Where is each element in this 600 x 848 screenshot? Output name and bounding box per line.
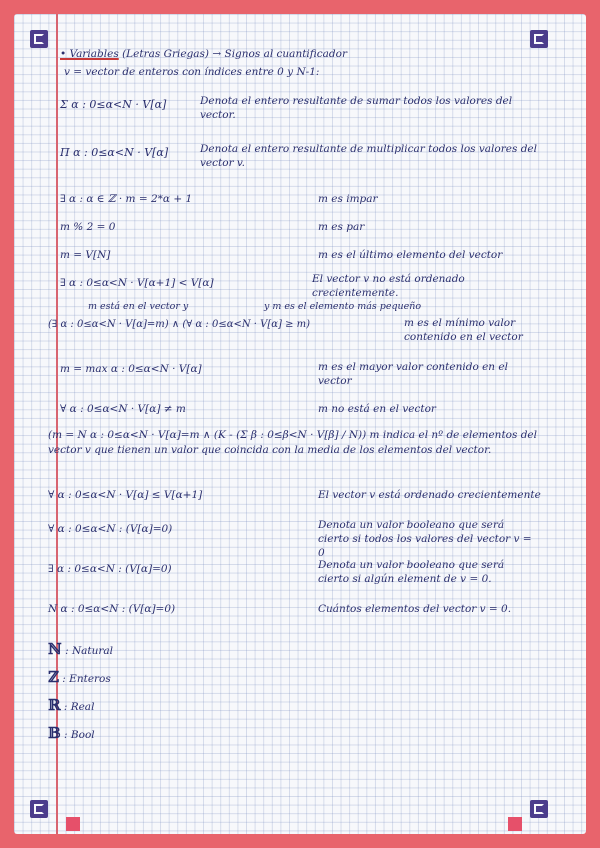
section-title: • Variables — [60, 48, 119, 60]
vector-definition: v = vector de enteros con índices entre 0 y N-1: — [64, 66, 320, 78]
formula-exists-zero: ∃ α : 0≤α<N : (V[α]=0) — [48, 563, 172, 575]
meaning-minimum: m es el mínimo valor contenido en el vector — [404, 317, 523, 343]
legend-natural — [48, 642, 113, 658]
formula-minimum: (∃ α : 0≤α<N · V[α]=m) ∧ (∀ α : 0≤α<N · V[α] ≥ m) — [48, 319, 311, 330]
formula-ordered: ∀ α : 0≤α<N · V[α] ≤ V[α+1] — [48, 489, 203, 501]
formula-forall-zero: ∀ α : 0≤α<N : (V[α]=0) — [48, 523, 173, 535]
formula-sum: Σ α : 0≤α<N · V[α] — [60, 98, 167, 111]
corner-mark-top-right — [530, 30, 548, 48]
legend-letter: 𝔹 — [48, 724, 61, 742]
header-line — [60, 47, 347, 61]
long-statement: (m = N α : 0≤α<N · V[α]=m ∧ (K - (Σ β : 0≤β<N · V[β] / N)) m indica el nº de elementos del vector v que tienen un valor que coincida con la media de los elementos del vector. — [48, 429, 538, 456]
formula-odd: ∃ α : α ∈ ℤ · m = 2*α + 1 — [60, 193, 193, 205]
legend-label: : Natural — [65, 645, 114, 657]
formula-product: Π α : 0≤α<N · V[α] — [60, 146, 169, 159]
legend-letter: ℝ — [48, 696, 61, 714]
legend-real — [48, 698, 94, 714]
meaning-product: Denota el entero resultante de multiplicar todos los valores del vector v. — [200, 143, 537, 169]
formula-not-in-vector: ∀ α : 0≤α<N · V[α] ≠ m — [60, 403, 186, 415]
formula-last: m = V[N] — [60, 249, 111, 261]
corner-mark-top-left — [30, 30, 48, 48]
annotation-right: y m es el elemento más pequeño — [264, 301, 422, 312]
formula-count-zero: N α : 0≤α<N : (V[α]=0) — [48, 603, 176, 615]
meaning-ordered: El vector v está ordenado crecientemente — [318, 489, 541, 501]
meaning-last: m es el último elemento del vector — [318, 249, 503, 261]
meaning-even: m es par — [318, 221, 365, 233]
corner-mark-bottom-right — [530, 800, 548, 818]
legend-bool — [48, 726, 95, 742]
meaning-count-zero: Cuántos elementos del vector v = 0. — [318, 603, 512, 615]
pink-marker-left — [66, 817, 80, 831]
meaning-exists-zero: Denota un valor booleano que será cierto si algún element de v = 0. — [318, 559, 505, 585]
meaning-not-ordered: El vector v no está ordenado crecientemente. — [312, 273, 465, 299]
meaning-forall-zero: Denota un valor booleano que será cierto si todos los valores del vector v = 0 — [318, 519, 532, 559]
formula-even: m % 2 = 0 — [60, 221, 116, 233]
legend-label: : Enteros — [62, 673, 111, 685]
legend-label: : Bool — [64, 729, 95, 741]
meaning-maximum: m es el mayor valor contenido en el vector — [318, 361, 508, 387]
annotation-left: m está en el vector y — [88, 301, 189, 312]
legend-letter: ℕ — [48, 640, 62, 658]
meaning-sum: Denota el entero resultante de sumar todos los valores del vector. — [200, 95, 513, 121]
formula-maximum: m = max α : 0≤α<N · V[α] — [60, 363, 202, 375]
corner-mark-bottom-left — [30, 800, 48, 818]
meaning-odd: m es impar — [318, 193, 378, 205]
meaning-not-in-vector: m no está en el vector — [318, 403, 436, 415]
legend-label: : Real — [63, 701, 95, 713]
legend-integers — [48, 670, 111, 686]
legend-letter: ℤ — [48, 668, 59, 686]
notebook-page — [14, 14, 586, 834]
header-rest: (Letras Griegas) → Signos al cuantificador — [122, 48, 347, 60]
pink-marker-right — [508, 817, 522, 831]
formula-not-ordered: ∃ α : 0≤α<N · V[α+1] < V[α] — [60, 277, 214, 289]
